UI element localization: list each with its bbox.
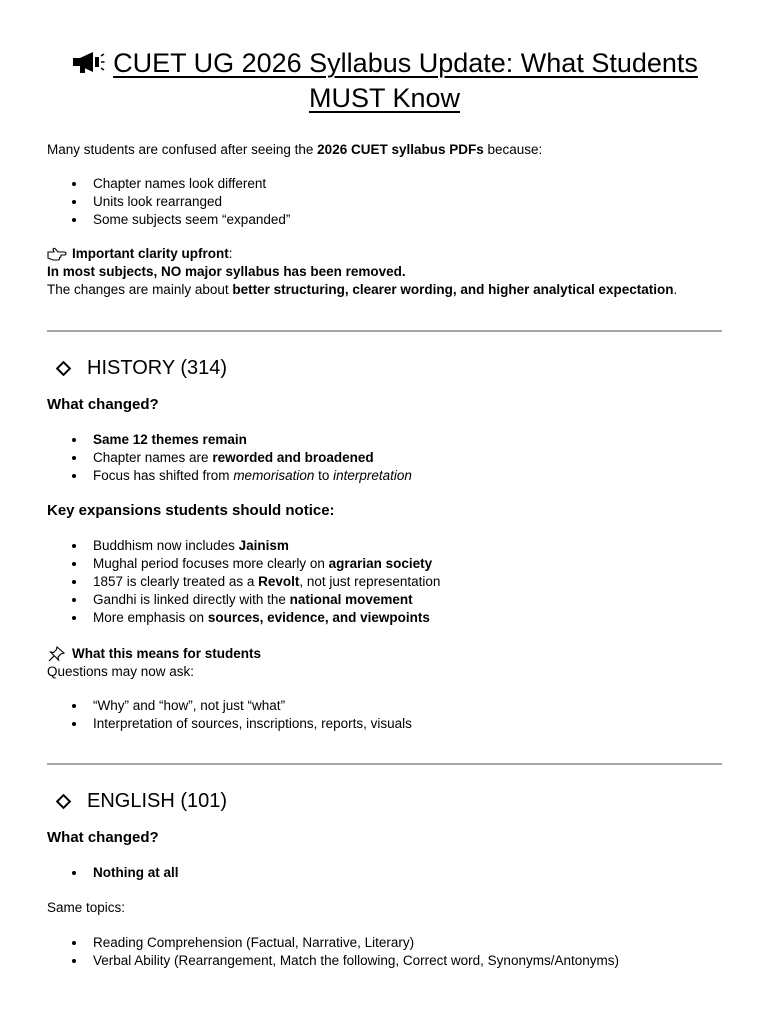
history-changes-list — [47, 431, 722, 485]
list-item — [47, 431, 722, 449]
history-heading-text: HISTORY (314) — [87, 357, 228, 379]
english-heading — [47, 788, 722, 814]
list-item — [47, 864, 722, 882]
key-expansions-heading: Key expansions students should notice: — [47, 502, 335, 519]
clarity-bold: In most subjects, NO major syllabus has been removed. — [47, 264, 406, 279]
item-text: to — [314, 468, 334, 483]
item-bold: Same 12 themes remain — [93, 432, 247, 447]
item-text: , not just representation — [299, 574, 441, 589]
questions-list — [47, 697, 722, 733]
means-for-students-line — [47, 645, 722, 663]
confusion-list — [47, 175, 722, 229]
title-line-1: CUET UG 2026 Syllabus Update: What Students — [113, 48, 698, 78]
pushpin-icon — [47, 646, 67, 662]
item-bold: reworded and broadened — [212, 450, 374, 465]
list-item: Interpretation of sources, inscriptions, reports, visuals — [47, 715, 722, 733]
means-label: What this means for students — [72, 646, 262, 661]
changes-text: The changes are mainly about — [47, 282, 233, 297]
item-bold: sources, evidence, and viewpoints — [207, 610, 430, 625]
list-item: Chapter names look different — [47, 175, 722, 193]
intro-bold: 2026 CUET syllabus PDFs — [317, 142, 484, 157]
diamond-icon — [56, 360, 72, 376]
list-item — [47, 609, 722, 627]
history-heading — [47, 355, 722, 381]
list-item: Units look rearranged — [47, 193, 722, 211]
intro-text: Many students are confused after seeing the — [47, 142, 318, 157]
item-bold: Revolt — [258, 574, 300, 589]
changes-paragraph — [47, 281, 722, 299]
item-bold: Nothing at all — [93, 865, 179, 880]
item-italic: interpretation — [333, 468, 412, 483]
questions-intro: Questions may now ask: — [47, 664, 195, 679]
item-text: Gandhi is linked directly with the — [93, 592, 290, 607]
list-item — [47, 591, 722, 609]
item-text: Mughal period focuses more clearly on — [93, 556, 329, 571]
english-what-changed: What changed? — [47, 829, 159, 846]
clarity-line — [47, 245, 722, 263]
list-item: Verbal Ability (Rearrangement, Match the following, Correct word, Synonyms/Antonyms) — [47, 952, 722, 970]
same-topics-label: Same topics: — [47, 900, 126, 915]
list-item — [47, 573, 722, 591]
topics-list — [47, 934, 722, 970]
list-item: Some subjects seem “expanded” — [47, 211, 722, 229]
item-text: More emphasis on — [93, 610, 208, 625]
item-bold: agrarian society — [328, 556, 433, 571]
list-item: “Why” and “how”, not just “what” — [47, 697, 722, 715]
document-page — [47, 46, 722, 970]
item-text: Chapter names are — [93, 450, 213, 465]
item-bold: Jainism — [238, 538, 289, 553]
megaphone-icon — [71, 48, 105, 72]
history-what-changed: What changed? — [47, 396, 159, 413]
intro-text-end: because: — [483, 142, 543, 157]
item-text: Buddhism now includes — [93, 538, 239, 553]
pointing-hand-icon — [47, 246, 67, 262]
clarity-colon: : — [228, 246, 233, 261]
clarity-statement — [47, 263, 722, 281]
changes-bold: better structuring, clearer wording, and higher analytical expectation — [232, 282, 674, 297]
item-italic: memorisation — [233, 468, 315, 483]
item-text: 1857 is clearly treated as a — [93, 574, 259, 589]
english-heading-text: ENGLISH (101) — [87, 790, 228, 812]
clarity-label: Important clarity upfront — [72, 246, 229, 261]
item-text: Focus has shifted from — [93, 468, 234, 483]
expansions-list — [47, 537, 722, 627]
english-changes-list — [47, 864, 722, 882]
list-item: Reading Comprehension (Factual, Narrative, Literary) — [47, 934, 722, 952]
intro-paragraph — [47, 141, 722, 159]
list-item — [47, 467, 722, 485]
changes-end: . — [673, 282, 678, 297]
list-item — [47, 449, 722, 467]
list-item — [47, 537, 722, 555]
item-bold: national movement — [289, 592, 413, 607]
page-title — [47, 46, 722, 116]
diamond-icon — [56, 793, 72, 809]
title-line-2: MUST Know — [308, 83, 461, 113]
list-item — [47, 555, 722, 573]
